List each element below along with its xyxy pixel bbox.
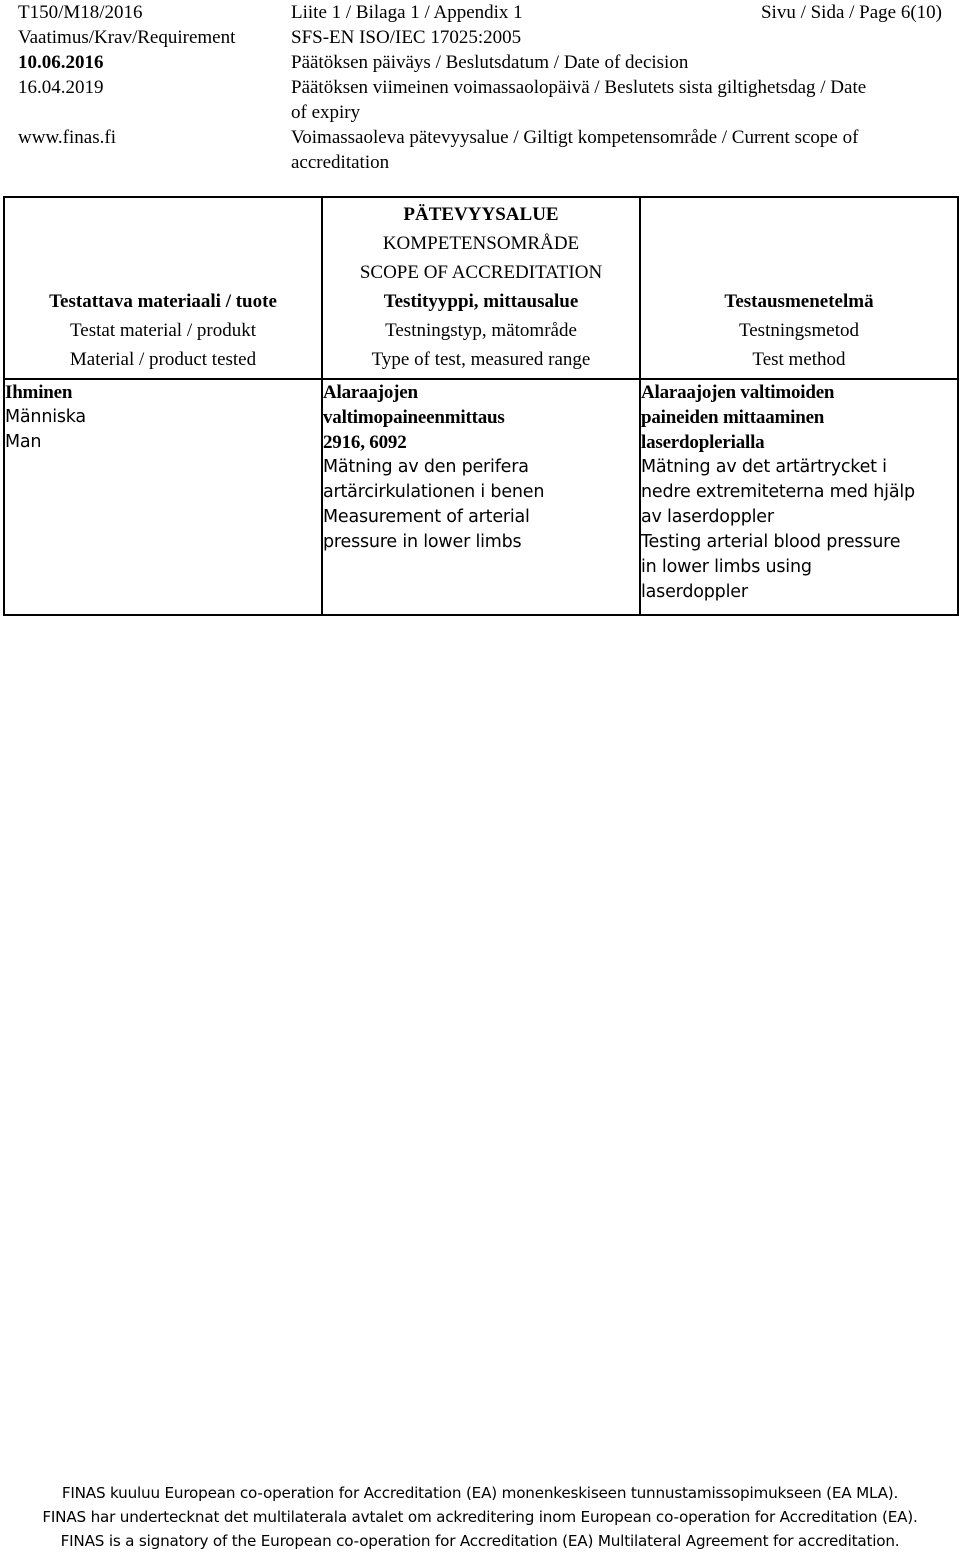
header-test-type-cell [322, 197, 640, 379]
decision-date: 10.06.2016 [18, 52, 104, 73]
method-fi-line3: laserdoplerialla [641, 432, 765, 453]
method-heading-fi: Testausmenetelmä [724, 291, 874, 312]
header-method-cell [640, 197, 958, 379]
test-sv-line2: artärcirkulationen i benen [323, 482, 545, 502]
footer-line-en: FINAS is a signatory of the European co-operation for Accreditation (EA) Multilateral Agreement for accreditation. [60, 1532, 900, 1550]
material-heading-en: Material / product tested [69, 349, 257, 370]
scope-label [291, 125, 942, 175]
test-en-line1: Measurement of arterial [323, 507, 530, 527]
scope-label-line2: accreditation [291, 152, 390, 173]
test-type-heading-sv: Testningstyp, mätområde [385, 320, 577, 341]
scope-label-line1: Voimassaoleva pätevyysalue / Giltigt kompetensområde / Current scope of [291, 127, 859, 148]
expiry-label [291, 75, 942, 125]
method-cell [640, 379, 958, 615]
expiry-label-line2: of expiry [291, 102, 361, 123]
test-fi-line1: Alaraajojen [323, 382, 418, 403]
material-fi: Ihminen [5, 382, 73, 403]
scope-title-fi: PÄTEVYYSALUE [403, 204, 559, 225]
scope-title-sv: KOMPETENSOMRÅDE [382, 233, 580, 254]
table-row [4, 379, 958, 615]
method-fi-line2: paineiden mittaaminen [641, 407, 825, 428]
method-sv-line3: av laserdoppler [641, 507, 774, 527]
footer [0, 1481, 960, 1553]
requirement-label: Vaatimus/Krav/Requirement [18, 27, 236, 48]
decision-date-label: Päätöksen päiväys / Beslutsdatum / Date of decision [291, 52, 689, 73]
method-heading-sv: Testningsmetod [738, 320, 860, 341]
footer-line-fi: FINAS kuuluu European co-operation for Accreditation (EA) monenkeskiseen tunnustamissopimukseen (EA MLA). [61, 1484, 899, 1502]
material-cell [4, 379, 322, 615]
document-id: T150/M18/2016 [18, 2, 143, 23]
website-link[interactable]: www.finas.fi [18, 127, 116, 148]
method-en-line2: in lower limbs using [641, 557, 812, 577]
method-heading-en: Test method [752, 349, 846, 370]
test-en-line2: pressure in lower limbs [323, 532, 522, 552]
table-header-row [4, 197, 958, 379]
method-en-line3: laserdoppler [641, 582, 748, 602]
test-codes: 2916, 6092 [323, 432, 407, 453]
test-type-heading-fi: Testityyppi, mittausalue [383, 291, 579, 312]
test-type-heading-en: Type of test, measured range [371, 349, 591, 370]
test-sv-line1: Mätning av den perifera [323, 457, 529, 477]
method-sv-line1: Mätning av det artärtrycket i [641, 457, 887, 477]
accreditation-scope-table [3, 196, 959, 616]
material-heading-fi: Testattava materiaali / tuote [49, 291, 277, 312]
page-number: Sivu / Sida / Page 6(10) [760, 2, 942, 23]
method-en-line1: Testing arterial blood pressure [641, 532, 901, 552]
footer-line-sv: FINAS har undertecknat det multilaterala avtalet om ackreditering inom European co-operation for Accreditation (EA). [42, 1508, 918, 1526]
method-fi-line1: Alaraajojen valtimoiden [641, 382, 835, 403]
scope-title-en: SCOPE OF ACCREDITATION [359, 262, 603, 283]
material-sv: Människa [5, 407, 86, 427]
material-heading-sv: Testat material / produkt [70, 320, 256, 341]
expiry-label-line1: Päätöksen viimeinen voimassaolopäivä / Beslutets sista giltighetsdag / Date [291, 77, 867, 98]
standard-label: SFS-EN ISO/IEC 17025:2005 [291, 27, 522, 48]
method-sv-line2: nedre extremiteterna med hjälp [641, 482, 915, 502]
expiry-date: 16.04.2019 [18, 77, 104, 98]
appendix-label: Liite 1 / Bilaga 1 / Appendix 1 [291, 2, 523, 23]
test-fi-line2: valtimopaineenmittaus [323, 407, 505, 428]
header-material-cell [4, 197, 322, 379]
material-en: Man [5, 432, 42, 452]
test-type-cell [322, 379, 640, 615]
